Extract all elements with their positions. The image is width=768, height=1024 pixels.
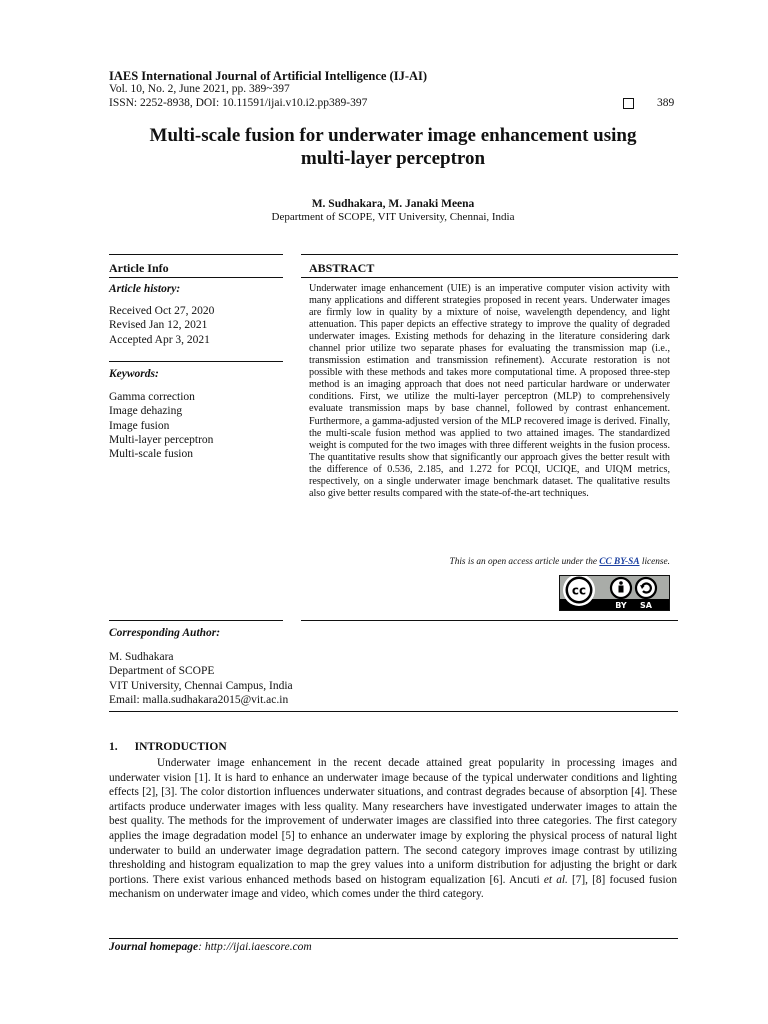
- divider: [109, 254, 283, 255]
- keyword: Image dehazing: [109, 405, 183, 418]
- svg-text:cc: cc: [571, 583, 587, 598]
- badge-sa-label: SA: [640, 601, 652, 610]
- cc-license-badge[interactable]: [559, 575, 670, 611]
- article-history-label: Article history:: [109, 283, 181, 295]
- history-revised: Revised Jan 12, 2021: [109, 319, 208, 332]
- homepage-label: Journal homepage: [109, 941, 199, 953]
- divider: [301, 254, 678, 255]
- abstract-text: Underwater image enhancement (UIE) is an imperative computer vision activity with many applications and different strategies proposed in recent years. Underwater images are firmly low in quality by a mixture of noise, wavelength dependency, and light attenuation. This paper depicts an effective strategy to improve the quality of degraded underwater images. Existing methods for dehazing in the literature considering dark channel prior utilize two separate phases for evaluating the transmission map (i.e., transmission estimation and transmission refinement). Accurate restoration is not possible with these methods and takes more computational time. A proposed three-step method is an imaging approach that does not need particular hardware or underwater conditions. First, we utilize the multi-layer perceptron (MLP) to comprehensively evaluate transmission maps by base channel, followed by contrast enhancement. Furthermore, a gamma-adjusted version of the MLP recovered image is derived. Finally, the multi-scale fusion method was applied to two attained images. The standardized weight is computed for the two images with three different weights in the fusion process. The quantitative results show that significantly our approach gives the better result with the difference of 0.536, 2.185, and 1.272 for PCQI, UCIQE, and UIQM metrics, respectively, on a single underwater image benchmark dataset. The qualitative results also give better results compared with the state-of-the-art techniques.: [309, 283, 670, 499]
- license-note: [300, 557, 670, 567]
- license-suffix: license.: [639, 557, 670, 567]
- corresponding-author-details: [109, 650, 293, 707]
- journal-name: IAES International Journal of Artificial Intelligence (IJ-AI): [109, 69, 428, 83]
- introduction-paragraph: [109, 756, 677, 902]
- divider: [109, 620, 283, 621]
- divider: [301, 620, 678, 621]
- square-icon: [623, 98, 634, 109]
- author-department: Department of SCOPE: [109, 665, 215, 678]
- author-name: M. Sudhakara: [109, 651, 174, 663]
- divider: [109, 361, 283, 362]
- journal-homepage: [109, 941, 312, 953]
- keyword: Multi-scale fusion: [109, 448, 193, 461]
- authors: M. Sudhakara, M. Janaki Meena: [311, 198, 475, 210]
- section-heading: [109, 741, 227, 753]
- volume-info: Vol. 10, No. 2, June 2021, pp. 389~397: [109, 83, 290, 95]
- abstract-heading: ABSTRACT: [309, 261, 375, 275]
- badge-by-label: BY: [615, 601, 627, 610]
- section-number: 1.: [109, 741, 118, 753]
- article-info-heading: Article Info: [109, 261, 169, 275]
- section-title: INTRODUCTION: [134, 741, 227, 753]
- author-institution: VIT University, Chennai Campus, India: [109, 679, 293, 692]
- affiliation: Department of SCOPE, VIT University, Chennai, India: [271, 211, 515, 223]
- divider: [109, 711, 678, 712]
- divider: [109, 277, 283, 278]
- title-line-1: Multi-scale fusion for underwater image enhancement using: [149, 125, 637, 146]
- paper-title: [100, 124, 686, 170]
- history-list: [109, 304, 214, 347]
- issn-doi: ISSN: 2252-8938, DOI: 10.11591/ijai.v10.i2.pp389-397: [109, 97, 368, 109]
- history-received: Received Oct 27, 2020: [109, 305, 215, 317]
- keyword: Gamma correction: [109, 391, 195, 403]
- author-email: Email: malla.sudhakara2015@vit.ac.in: [109, 693, 289, 706]
- cc-by-sa-link[interactable]: CC BY-SA: [599, 557, 640, 567]
- keyword: Image fusion: [109, 419, 170, 432]
- title-line-2: multi-layer perceptron: [300, 148, 486, 169]
- homepage-url[interactable]: : http://ijai.iaescore.com: [198, 941, 312, 953]
- corresponding-author-label: Corresponding Author:: [109, 627, 221, 639]
- et-al: et al.: [543, 873, 568, 886]
- intro-text-part-2: [7], [8] focused fusion mechanism on underwater image and video, which comes under the third category.: [109, 873, 677, 901]
- history-accepted: Accepted Apr 3, 2021: [109, 333, 210, 346]
- keyword: Multi-layer perceptron: [109, 433, 214, 446]
- keywords-label: Keywords:: [109, 368, 159, 380]
- keywords-list: [109, 390, 213, 461]
- divider: [109, 938, 678, 939]
- license-prefix: This is an open access article under the: [449, 557, 600, 567]
- page-number: 389: [657, 97, 675, 109]
- divider: [301, 277, 678, 278]
- intro-text-part-1: Underwater image enhancement in the recent decade attained great popularity in processing images and underwater vision [1]. It is hard to enhance an underwater image because of the typical underwater conditions and lighting effects [2], [3]. The color distortion influences underwater situations, and contrast degrades because of absorption [4]. These artifacts produce underwater images with less quality. Many researchers have investigated underwater images to attain the best quality. The methods for the improvement of underwater images are classified into three categories. The first category applies the image degradation model [5] to enhance an underwater image by exploring the physical process of natural light underwater to build an underwater image degradation pattern. The second category improves image contrast by utilizing thresholding and histogram equalization to map the grey values into a uniform distribution for adjusting the bright or dark portions. There exist various enhanced methods based on histogram equalization [6]. Ancuti: [109, 757, 677, 886]
